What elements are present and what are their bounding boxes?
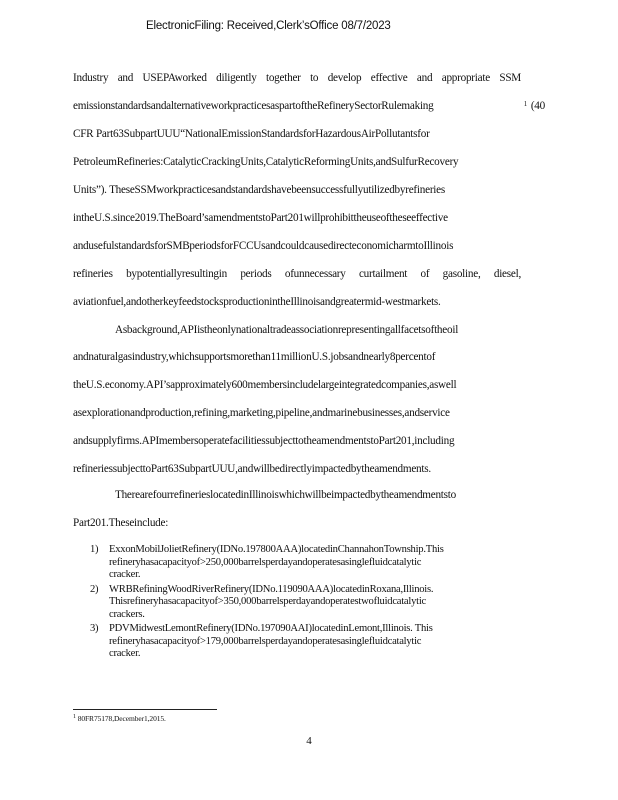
list-item-line: cracker.	[109, 569, 141, 580]
paragraph-line: PetroleumRefineries:CatalyticCrackingUnits,CatalyticReformingUnits,andSulfurRecovery	[73, 156, 459, 168]
footnote-text: 80FR75178,December1,2015.	[77, 714, 166, 723]
paragraph-line: asexplorationandproduction,refining,marketing,pipeline,andmarinebusinesses,andservice	[73, 407, 450, 419]
paragraph-line: aviationfuel,andotherkeyfeedstocksproductionintheIllinoisandgreatermid-westmarkets.	[73, 296, 441, 308]
paragraph-line: intheU.S.since2019.TheBoard’samendmentstoPart201willprohibittheuseoftheseeffective	[73, 212, 448, 224]
paragraph-line: Part201.Theseinclude:	[73, 517, 169, 529]
list-item-line: WRBRefiningWoodRiverRefinery(IDNo.119090AAA)locatedinRoxana,Illinois.	[109, 583, 434, 595]
footnote-mark: 1	[73, 714, 76, 720]
list-item	[90, 544, 510, 582]
list-item-line: refineryhasacapacityof>250,000barrelsperdayandoperatesasinglefluidcatalytic	[109, 556, 422, 568]
list-number: 1)	[90, 544, 99, 555]
list-item-line: crackers.	[109, 608, 145, 620]
paragraph-line: TherearefourrefinerieslocatedinIllinoiswhichwillbeimpactedbytheamendmentsto	[115, 489, 456, 501]
list-item-line: ExxonMobilJolietRefinery(IDNo.197800AAA)locatedinChannahonTownship.This	[109, 544, 444, 555]
paragraph-line: theU.S.economy.API’sapproximately600membersincludelargeintegratedcompanies,aswell	[73, 379, 457, 391]
list-item-line: PDVMidwestLemontRefinery(IDNo.197090AAI)locatedinLemont,Illinois. This	[109, 623, 433, 634]
footnote-divider	[73, 709, 217, 710]
list-number: 2)	[90, 583, 99, 595]
refinery-list	[90, 544, 510, 663]
paragraph-line: refineriessubjecttoPart63SubpartUUU,andwillbedirectlyimpactedbytheamendments.	[73, 463, 431, 475]
paragraph-line: Industry and USEPAworked diligently together to develop effective and appropriate SSM	[73, 72, 521, 84]
paragraph-line: andnaturalgasindustry,whichsupportsmorethan11millionU.S.jobsandnearly8percentof	[73, 351, 436, 363]
list-item-line: cracker.	[109, 648, 141, 659]
list-item-line: Thisrefineryhasacapacityof>350,000barrelsperdayandoperatestwofluidcatalytic	[109, 596, 426, 607]
paragraph-line: andsupplyfirms.APImembersoperatefacilitiessubjecttotheamendmentstoPart201,including	[73, 435, 455, 447]
list-item-line: refineryhasacapacityof>179,000barrelsperdayandoperatesasinglefluidcatalytic	[109, 635, 422, 647]
list-item	[90, 623, 510, 661]
filing-stamp-header: ElectronicFiling: Received,Clerk’sOffice 08/7/2023	[146, 20, 391, 32]
paragraph-line: Asbackground,APIistheonlynationaltradeassociationrepresentingallfacetsoftheoil	[115, 324, 459, 336]
paragraph-line: Units”). TheseSSMworkpracticesandstandardshavebeensuccessfullyutilizedbyrefineries	[73, 184, 445, 196]
list-number: 3)	[90, 623, 99, 634]
paragraph-line: CFR Part63SubpartUUU“NationalEmissionStandardsforHazardousAirPollutantsfor	[73, 128, 430, 140]
paragraph-line: refineries bypotentiallyresultingin periods ofunnecessary curtailment of gasoline, diesel,	[73, 268, 521, 280]
footnote-reference: 1	[523, 100, 527, 108]
page-number: 4	[306, 735, 312, 747]
list-item	[90, 584, 510, 622]
paragraph-line: emissionstandardsandalternativeworkpracticesaspartoftheRefinerySectorRulemaking	[73, 100, 434, 112]
paragraph-line: andusefulstandardsforSMBperiodsforFCCUsandcouldcausedirecteconomicharmtoIllinois	[73, 240, 454, 252]
citation-open-paren: (40	[530, 100, 545, 112]
footnote	[73, 714, 166, 723]
